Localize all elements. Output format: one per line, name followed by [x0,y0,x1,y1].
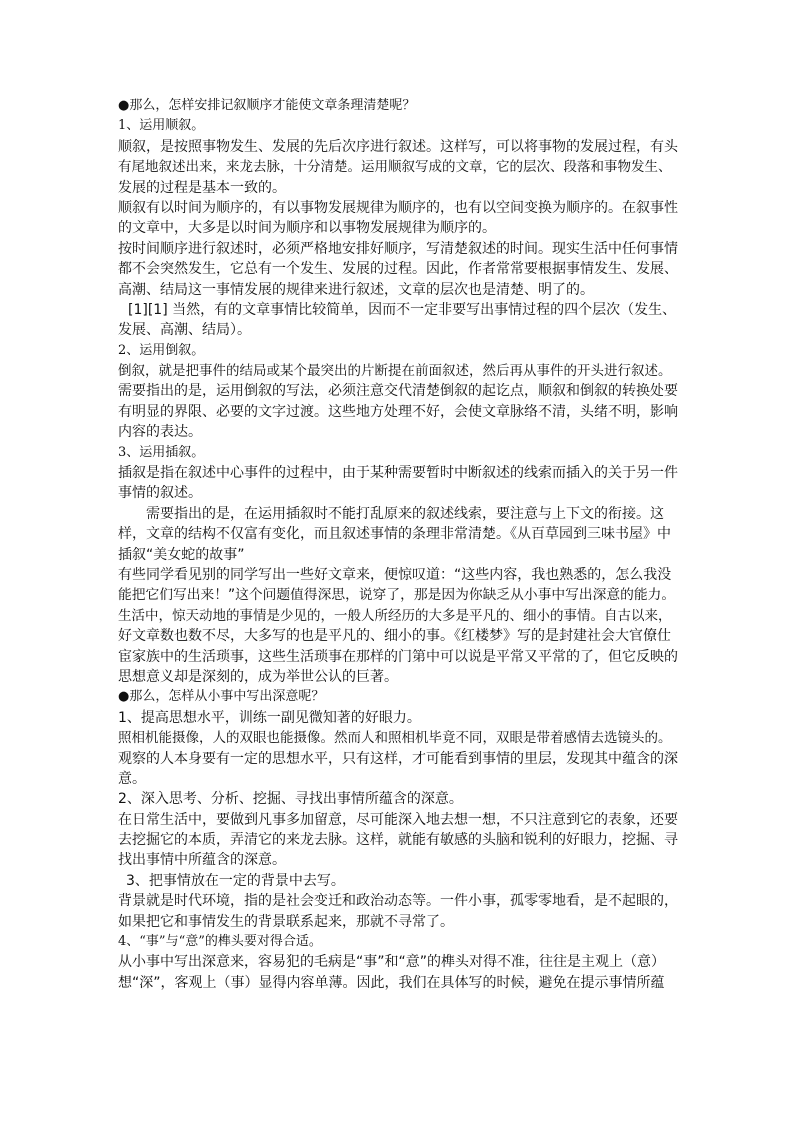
text-line: 需要指出的是，在运用插叙时不能打乱原来的叙述线索，要注意与上下文的衔接。这 [146,505,664,522]
text-line: 顺叙，是按照事物发生、发展的先后次序进行叙述。这样写，可以将事物的发展过程，有头 [118,138,678,155]
text-line: 生活中，惊天动地的事情是少见的，一般人所经历的大多是平凡的、细小的事情。自古以来， [118,607,672,624]
text-line: 都不会突然发生，它总有一个发生、发展的过程。因此，作者常常要根据事情发生、发展、 [118,261,678,278]
text-line: [1][1] 当然，有的文章事情比较简单，因而不一定非要写出事情过程的四个层次（发生、 [128,301,677,318]
text-line: 倒叙，就是把事件的结局或某个最突出的片断提在前面叙述，然后再从事件的开头进行叙述。 [118,363,672,380]
text-line: 3、运用插叙。 [118,444,205,460]
text-line: 4、“事”与“意”的榫头要对得合适。 [118,934,322,950]
text-line: 事情的叙述。 [118,485,202,502]
text-line: ●那么，怎样从小事中写出深意呢？ [118,689,325,705]
text-line: 1、运用顺叙。 [118,118,205,134]
text-line: 想“深”，客观上（事）显得内容单薄。因此，我们在具体写的时候，避免在提示事情所蕴 [118,974,665,991]
text-line: 发展、高潮、结局）。 [118,322,251,339]
text-line: 发展的过程是基本一致的。 [118,179,286,196]
text-line: 观察的人本身要有一定的思想水平，只有这样，才可能看到事情的里层，发现其中蕴含的深 [118,750,678,767]
text-line: 3、把事情放在一定的背景中去写。 [126,872,345,889]
text-line: 插叙是指在叙述中心事件的过程中，由于某种需要暂时中断叙述的线索而插入的关于另一件 [118,465,678,482]
text-line: 思想意义却是深刻的，成为举世公认的巨著。 [118,668,398,685]
text-line: 内容的表达。 [118,424,202,441]
text-line: 背景就是时代环境，指的是社会变迁和政治动态等。一件小事，孤零零地看，是不起眼的， [118,893,678,910]
text-line: 样，文章的结构不仅富有变化，而且叙述事情的条理非常清楚。《从百草园到三味书屋》中 [118,526,671,543]
text-line: 宦家族中的生活琐事，这些生活琐事在那样的门第中可以说是平常又平常的了，但它反映的 [118,648,678,665]
text-line: 1、提高思想水平，训练一副见微知著的好眼力。 [118,709,421,726]
text-line: 有尾地叙述出来，来龙去脉，十分清楚。运用顺叙写成的文章，它的层次、段落和事物发生、 [118,159,672,176]
text-line: 顺叙有以时间为顺序的，有以事物发展规律为顺序的，也有以空间变换为顺序的。在叙事性 [118,199,678,216]
text-line: 有些同学看见别的同学写出一些好文章来，便惊叹道：“这些内容，我也熟悉的，怎么我没 [118,566,672,583]
text-line: 的文章中，大多是以时间为顺序和以事物发展规律为顺序的。 [118,220,496,237]
text-line: 按时间顺序进行叙述时，必须严格地安排好顺序，写清楚叙述的时间。现实生活中任何事情 [118,240,678,257]
text-line: 需要指出的是，运用倒叙的写法，必须注意交代清楚倒叙的起讫点，顺叙和倒叙的转换处要 [118,383,678,400]
text-line: 找出事情中所蕴含的深意。 [118,852,286,869]
text-line: 插叙“美女蛇的故事” [118,546,245,563]
text-line: 能把它们写出来！”这个问题值得深思，说穿了，那是因为你缺乏从小事中写出深意的能力。 [118,587,676,604]
text-line: 在日常生活中，要做到凡事多加留意，尽可能深入地去想一想，不只注意到它的表象，还要 [118,811,678,828]
document-body [118,96,680,993]
text-line: 有明显的界限、必要的文字过渡。这些地方处理不好，会使文章脉络不清，头绪不明，影响 [118,403,678,420]
text-line: 好文章数也数不尽，大多写的也是平凡的、细小的事。《红楼梦》写的是封建社会大官僚仕 [118,628,671,645]
text-line: 2、深入思考、分析、挖掘、寻找出事情所蕴含的深意。 [118,791,463,808]
text-line: 2、运用倒叙。 [118,342,205,358]
text-line: 从小事中写出深意来，容易犯的毛病是“事”和“意”的榫头对得不准，往往是主观上（意） [118,954,666,971]
text-line: 意。 [118,770,146,787]
text-line: 高潮、结局这一事情发展的规律来进行叙述，文章的层次也是清楚、明了的。 [118,281,594,298]
text-line: ●那么，怎样安排记叙顺序才能使文章条理清楚呢？ [118,98,416,113]
text-line: 去挖掘它的本质，弄清它的来龙去脉。这样，就能有敏感的头脑和锐利的好眼力，挖掘、寻 [118,832,678,849]
text-line: 照相机能摄像，人的双眼也能摄像。然而人和照相机毕竟不同，双眼是带着感情去选镜头的。 [118,730,672,747]
text-line: 如果把它和事情发生的背景联系起来，那就不寻常了。 [118,913,454,930]
